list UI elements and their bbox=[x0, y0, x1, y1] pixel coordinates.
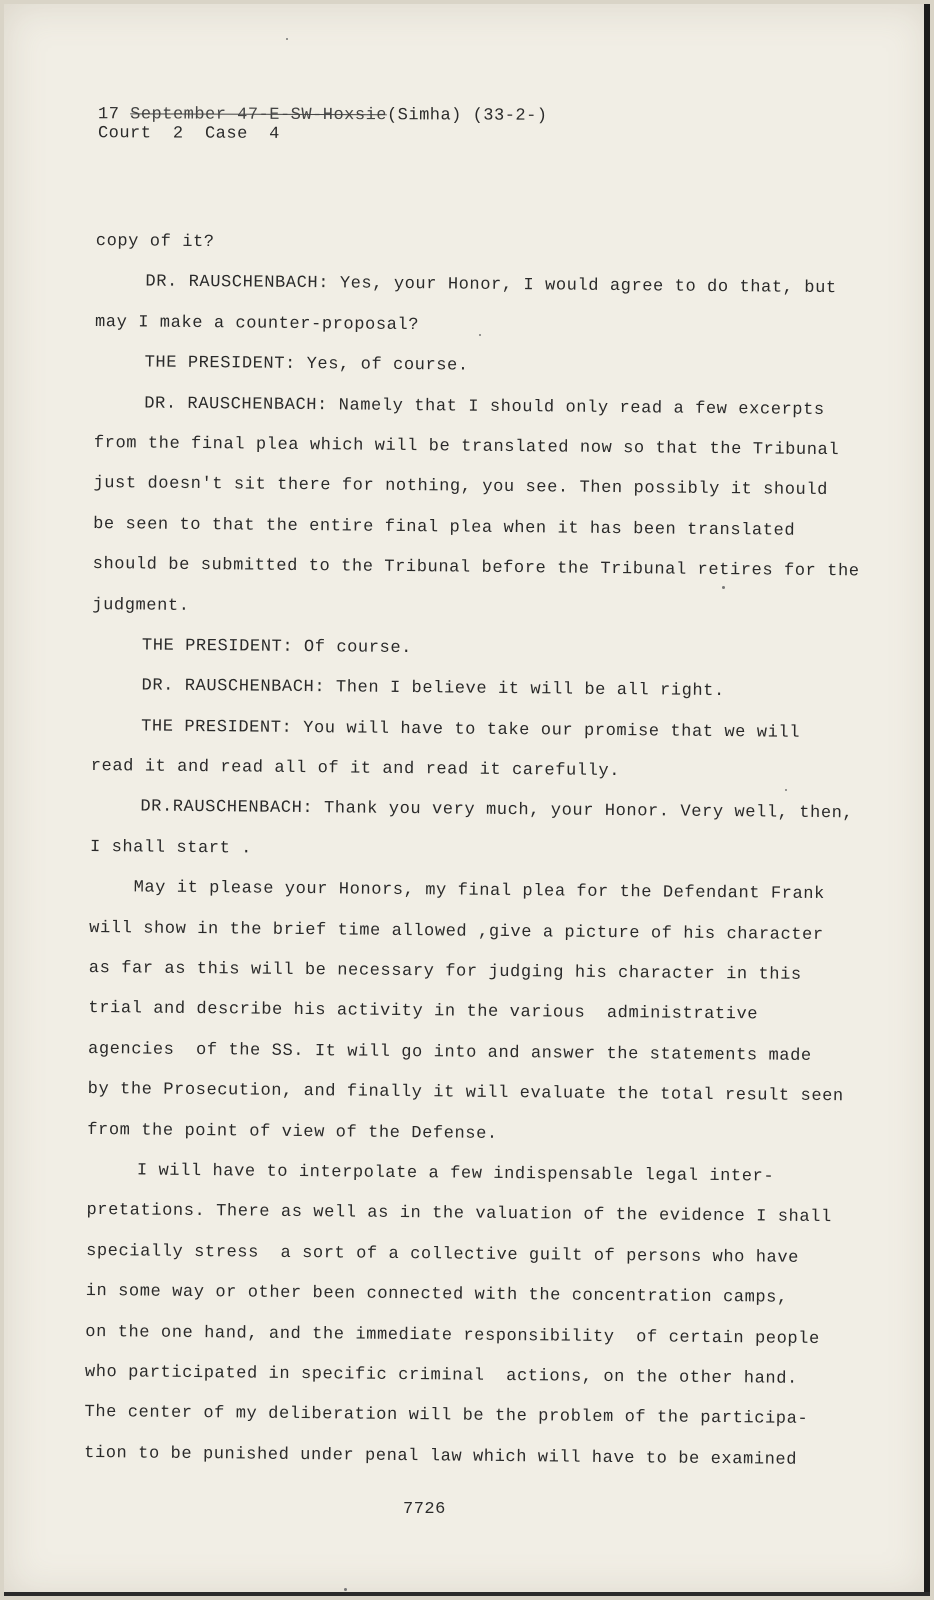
text-line: copy of it? bbox=[95, 231, 215, 253]
text-line: read it and read all of it and read it carefully. bbox=[90, 757, 621, 782]
text-line: DR.RAUSCHENBACH: Thank you very much, your Honor. Very well, then, bbox=[140, 797, 854, 824]
text-line: as far as this will be necessary for judging his character in this bbox=[88, 958, 802, 985]
text-line: just doesn't sit there for nothing, you see. Then possibly it should bbox=[93, 474, 829, 501]
text-line: should be submitted to the Tribunal before the Tribunal retires for the bbox=[92, 555, 860, 582]
text-line: will show in the brief time allowed ,give a picture of his character bbox=[89, 918, 824, 945]
page-header bbox=[98, 105, 548, 145]
text-line: may I make a counter-proposal? bbox=[94, 312, 420, 335]
text-line: The center of my deliberation will be the problem of the participa- bbox=[84, 1403, 809, 1430]
text-line: in some way or other been connected with the concentration camps, bbox=[85, 1282, 788, 1308]
text-line: I shall start . bbox=[89, 837, 253, 859]
text-line: THE PRESIDENT: Yes, of course. bbox=[144, 353, 469, 376]
scan-edge-right bbox=[924, 4, 930, 1596]
document-page bbox=[4, 4, 930, 1596]
text-line: DR. RAUSCHENBACH: Namely that I should only read a few excerpts bbox=[144, 394, 825, 420]
paper-speck bbox=[722, 586, 725, 589]
text-line: be seen to that the entire final plea when it has been translated bbox=[93, 514, 796, 541]
paper-speck bbox=[344, 1588, 347, 1591]
text-line: agencies of the SS. It will go into and answer the statements made bbox=[87, 1039, 812, 1066]
text-line: who participated in specific criminal actions, on the other hand. bbox=[84, 1362, 798, 1389]
text-line: from the point of view of the Defense. bbox=[87, 1120, 498, 1144]
text-line: THE PRESIDENT: You will have to take our promise that we will bbox=[141, 717, 801, 743]
header-date-line bbox=[98, 105, 548, 126]
text-line: trial and describe his activity in the various administrative bbox=[88, 999, 759, 1025]
text-line: by the Prosecution, and finally it will evaluate the total result seen bbox=[87, 1080, 844, 1107]
text-line: from the final plea which will be translated now so that the Tribunal bbox=[93, 433, 840, 461]
page-number: 7726 bbox=[403, 1500, 446, 1519]
paper-speck bbox=[785, 789, 787, 791]
text-line: May it please your Honors, my final plea for the Defendant Frank bbox=[133, 878, 825, 905]
text-line: pretations. There as well as in the valuation of the evidence I shall bbox=[86, 1201, 832, 1228]
text-line: DR. RAUSCHENBACH: Yes, your Honor, I would agree to do that, but bbox=[145, 272, 837, 299]
text-line: tion to be punished under penal law which will have to be examined bbox=[84, 1443, 798, 1470]
paper-speck bbox=[286, 38, 288, 40]
text-line: DR. RAUSCHENBACH: Then I believe it will be all right. bbox=[141, 676, 725, 702]
text-line: specially stress a sort of a collective guilt of persons who have bbox=[86, 1241, 800, 1268]
text-line: on the one hand, and the immediate responsibility of certain people bbox=[85, 1322, 820, 1349]
text-line: THE PRESIDENT: Of course. bbox=[141, 636, 413, 658]
paper-speck bbox=[479, 334, 481, 336]
header-suffix: (Simha) (33-2-) bbox=[386, 106, 548, 126]
scan-edge-bottom bbox=[4, 1592, 930, 1596]
header-struck-text: September 47-E-SW-Hoxsie bbox=[130, 105, 388, 126]
header-prefix: 17 bbox=[98, 105, 131, 125]
text-line: I will have to interpolate a few indispensable legal inter- bbox=[136, 1161, 775, 1187]
header-court-case-line: Court 2 Case 4 bbox=[97, 124, 280, 144]
transcript-body bbox=[84, 222, 860, 1481]
text-line: judgment. bbox=[92, 595, 190, 616]
